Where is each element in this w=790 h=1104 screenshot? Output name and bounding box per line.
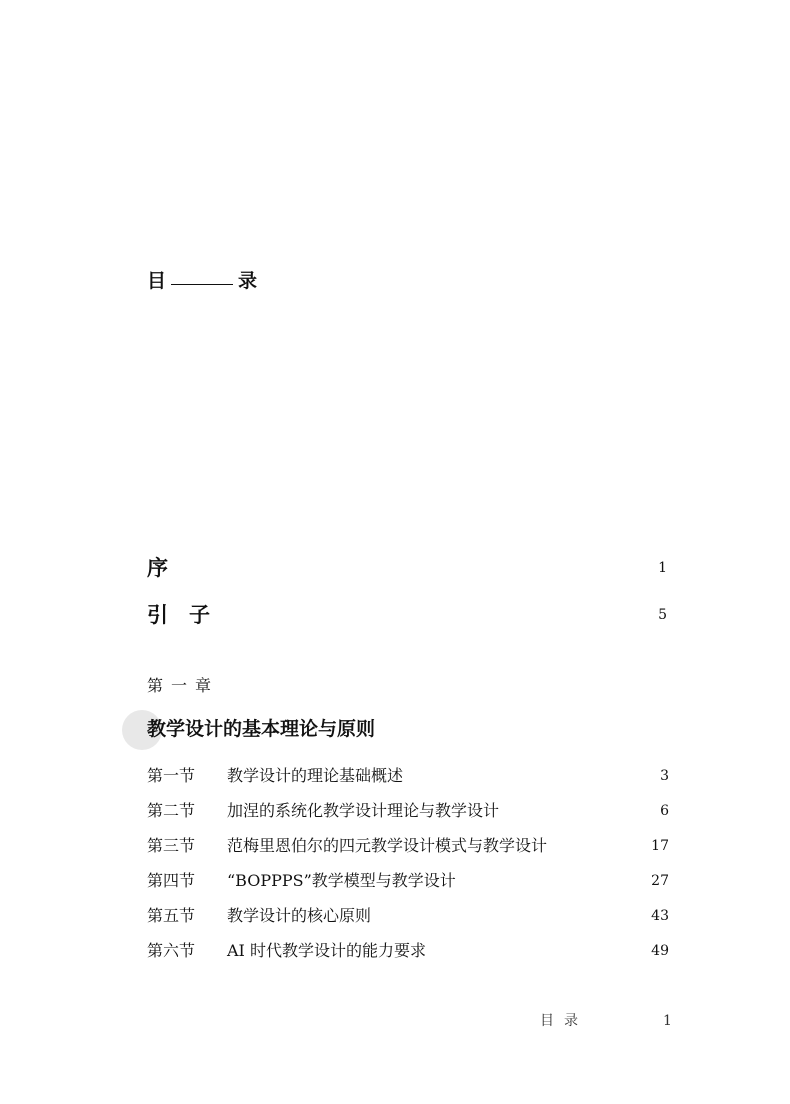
section-title: 教学设计的理论基础概述	[227, 766, 404, 785]
section-title: 教学设计的核心原则	[227, 906, 372, 925]
page-title-right: 录	[238, 270, 258, 292]
toc-entry-page: 1	[658, 560, 667, 576]
section-page: 27	[651, 873, 669, 889]
title-divider	[171, 284, 233, 285]
chapter-title[interactable]: 教学设计的基本理论与原则	[147, 718, 376, 740]
section-label: 第四节	[147, 871, 196, 890]
section-title: AI 时代教学设计的能力要求	[227, 941, 426, 960]
section-label: 第三节	[147, 836, 196, 855]
chapter-number: 第一章	[147, 676, 220, 695]
section-label: 第一节	[147, 766, 196, 785]
section-page: 3	[660, 768, 669, 784]
toc-section-row[interactable]	[147, 796, 669, 826]
section-title: 加涅的系统化教学设计理论与教学设计	[227, 801, 500, 820]
section-label: 第六节	[147, 941, 196, 960]
toc-section-row[interactable]	[147, 761, 669, 791]
toc-section-row[interactable]	[147, 901, 669, 931]
page-title-left: 目	[147, 270, 167, 292]
section-page: 49	[651, 943, 669, 959]
section-label: 第五节	[147, 906, 196, 925]
section-page: 6	[660, 803, 669, 819]
toc-section-row[interactable]	[147, 866, 669, 896]
running-footer-label: 目录	[540, 1013, 588, 1029]
page-number: 1	[663, 1013, 672, 1029]
toc-entry-label: 引 子	[147, 602, 210, 627]
toc-entry-introduction[interactable]	[147, 598, 667, 632]
toc-section-row[interactable]	[147, 936, 669, 966]
toc-entry-label: 序	[147, 555, 168, 580]
toc-entry-page: 5	[658, 607, 667, 623]
toc-section-row[interactable]	[147, 831, 669, 861]
section-label: 第二节	[147, 801, 196, 820]
section-page: 17	[651, 838, 669, 854]
section-title: “BOPPPS”教学模型与教学设计	[227, 871, 456, 890]
section-page: 43	[651, 908, 669, 924]
page-title	[147, 266, 257, 296]
toc-entry-preface[interactable]	[147, 551, 667, 585]
section-title: 范梅里恩伯尔的四元教学设计模式与教学设计	[227, 836, 548, 855]
